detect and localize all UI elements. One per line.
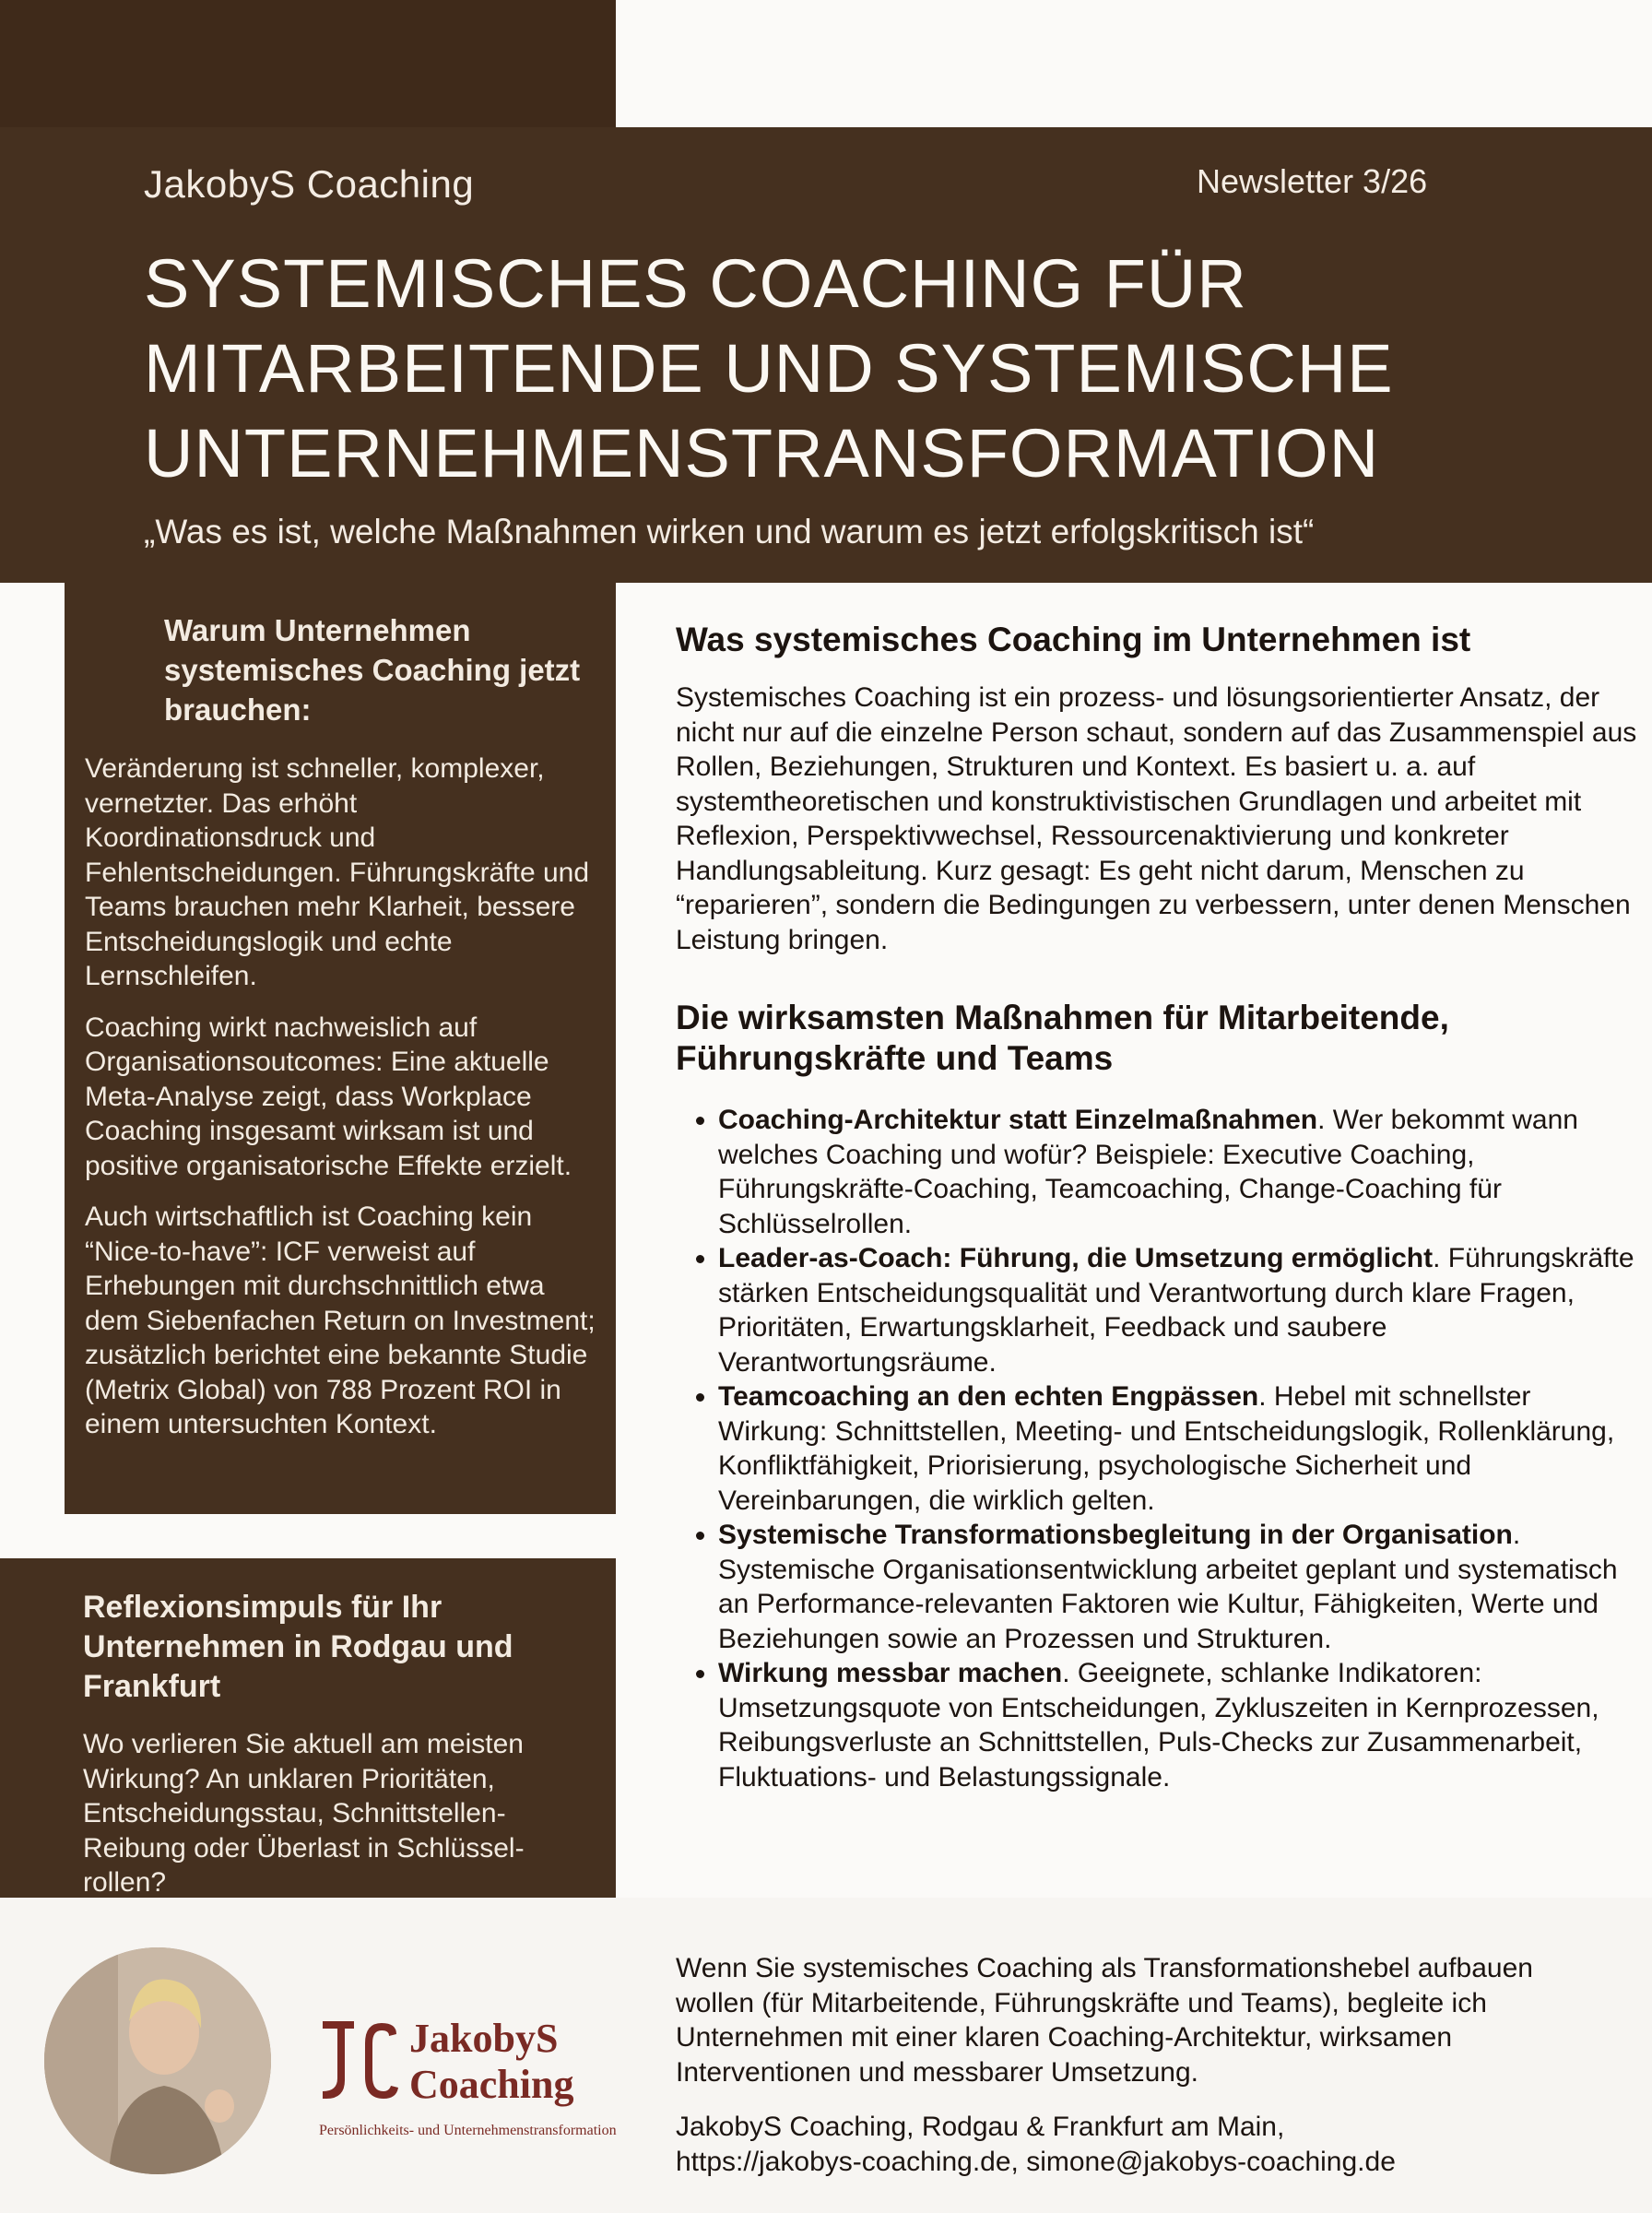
list-item: [718, 1656, 1644, 1794]
measure-text: . Systemische Organisationsentwicklung arbeitet geplant und systematisch an Performance-relevanten Faktoren wie Kultur, Fähigkeiten, Werte und Beziehungen sowie an Prozessen und Strukturen.: [718, 1520, 1618, 1654]
portrait-image: [44, 1947, 271, 2174]
why-coaching-paragraph: Veränderung ist schneller, komplexer, vernetzter. Das erhöht Koordinationsdruck und Fehlentscheidungen. Führungskräfte und Teams brauchen mehr Klarheit, bessere Entscheidungslogik und echte Lernschleifen.: [85, 753, 590, 991]
list-item: [718, 1379, 1644, 1518]
logo-line-1: JakobyS: [409, 2016, 559, 2061]
reflection-heading: Reflexionsimpuls für Ihr Unternehmen in Rodgau und Frankfurt: [83, 1590, 513, 1704]
list-item: [718, 1518, 1644, 1656]
reflection-text: Wo verlieren Sie aktuell am meisten Wirkung? An unklaren Prioritäten, Entscheidungsstau, Schnittstellen-Reibung oder Überlast in Schlüssel-rollen?: [83, 1729, 525, 1898]
main-column: [676, 620, 1644, 1794]
logo-line-2: Coaching: [409, 2062, 574, 2107]
section-text-what: Systemisches Coaching ist ein prozess- und lösungsorientierter Ansatz, der nicht nur auf die einzelne Person schaut, sondern auf das Zusammenspiel aus Rollen, Beziehungen, Strukturen und Kontext. Es basiert u. a. auf systemtheoretischen und konstruktivistischen Grundlagen und arbeitet mit Reflexion, Perspektivwechsel, Ressourcenaktivierung und konkreter Handlungsableitung. Kurz gesagt: Es geht nicht darum, Menschen zu “reparieren”, sondern die Bedingungen zu verbessern, unter denen Menschen Leistung bringen.: [676, 682, 1637, 955]
measures-list: [676, 1103, 1644, 1794]
logo-tagline: Persönlichkeits- und Unternehmenstransformation: [319, 2123, 617, 2138]
footer-text: [676, 1951, 1616, 2179]
section-heading-measures: Die wirksamsten Maßnahmen für Mitarbeitende, Führungskräfte und Teams: [676, 999, 1449, 1077]
contact-line: JakobyS Coaching, Rodgau & Frankfurt am Main,: [676, 2112, 1285, 2142]
newsletter-issue: Newsletter 3/26: [1197, 162, 1428, 200]
page-subtitle: „Was es ist, welche Maßnahmen wirken und warum es jetzt erfolgskritisch ist“: [144, 513, 1315, 550]
why-coaching-box: [65, 583, 616, 1514]
list-item: [718, 1103, 1644, 1241]
measure-title: Coaching-Architektur statt Einzelmaßnahmen: [718, 1105, 1318, 1135]
section-heading-what: Was systemisches Coaching im Unternehmen ist: [676, 621, 1471, 658]
list-item: [718, 1241, 1644, 1379]
measure-title: Teamcoaching an den echten Engpässen: [718, 1381, 1259, 1412]
call-to-action: Wenn Sie systemisches Coaching als Transformationshebel aufbauen wollen (für Mitarbeitende, Führungskräfte und Teams), begleite ich Unternehmen mit einer klaren Coaching-Architektur, wirksamen Interventionen und messbarer Umsetzung.: [676, 1953, 1533, 2088]
reflection-box: [0, 1558, 616, 1898]
contact-links: https://jakobys-coaching.de, simone@jakobys-coaching.de: [676, 2146, 1396, 2177]
why-coaching-paragraph: Auch wirtschaftlich ist Coaching kein “Nice-to-have”: ICF verweist auf Erhebungen mit durchschnittlich etwa dem Siebenfachen Return on Investment; zusätzlich berichtet eine bekannte Studie (Metrix Global) von 788 Prozent ROI in einem untersuchten Kontext.: [85, 1201, 596, 1439]
avatar: [44, 1947, 271, 2174]
page-title: SYSTEMISCHES COACHING FÜR MITARBEITENDE UND SYSTEMISCHE UNTERNEHMENSTRANSFORMATION: [144, 245, 1394, 491]
header-brand: JakobyS Coaching: [144, 162, 475, 206]
measure-title: Wirkung messbar machen: [718, 1658, 1063, 1688]
measure-title: Leader-as-Coach: Führung, die Umsetzung ermöglicht: [718, 1243, 1434, 1273]
logo-text: [409, 2016, 573, 2108]
measure-text: . Wer bekommt wann welches Coaching und wofür? Beispiele: Executive Coaching, Führungskräfte-Coaching, Teamcoaching, Change-Coaching für Schlüsselrollen.: [718, 1105, 1578, 1239]
measure-title: Systemische Transformationsbegleitung in der Organisation: [718, 1520, 1513, 1550]
measure-text: . Geeignete, schlanke Indikatoren: Umsetzungsquote von Entscheidungen, Zykluszeiten in Kernprozessen, Reibungsverluste an Schnittstellen, Puls-Checks zur Zusammenarbeit, Fluktuations- und Belastungssignale.: [718, 1658, 1599, 1793]
measure-text: . Hebel mit schnellster Wirkung: Schnittstellen, Meeting- und Entscheidungslogik, Rollenklärung, Konfliktfähigkeit, Priorisierung, psychologische Sicherheit und Vereinbarungen, die wirklich gelten.: [718, 1381, 1615, 1516]
logo-monogram-icon: [317, 2016, 402, 2104]
why-coaching-paragraph: Coaching wirkt nachweislich auf Organisationsoutcomes: Eine aktuelle Meta-Analyse zeigt, dass Workplace Coaching insgesamt wirksam ist und positive organisatorische Effekte erzielt.: [85, 1012, 572, 1181]
measure-text: . Führungskräfte stärken Entscheidungsqualität und Verantwortung durch klare Fragen, Prioritäten, Erwartungsklarheit, Feedback und saubere Verantwortungsräume.: [718, 1243, 1634, 1378]
why-coaching-heading: Warum Unternehmen systemisches Coaching jetzt brauchen:: [164, 613, 581, 727]
